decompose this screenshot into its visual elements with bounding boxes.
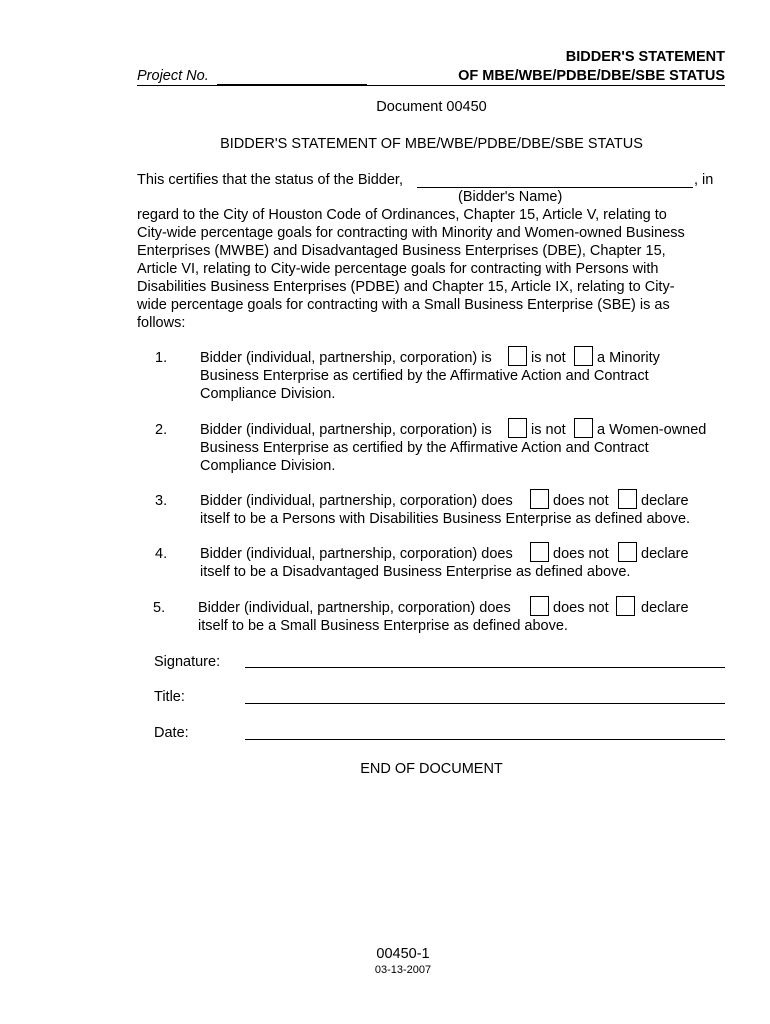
end-of-document: END OF DOCUMENT [360,761,503,777]
item-lead: Bidder (individual, partnership, corporation) does [198,600,511,616]
checkbox-is-not-women-owned[interactable] [574,418,593,438]
item-lead: Bidder (individual, partnership, corporation) is [200,422,492,438]
item-lead: Bidder (individual, partnership, corporation) does [200,493,513,509]
certify-line: wide percentage goals for contracting with a Small Business Enterprise (SBE) is as [137,297,670,313]
certify-line: regard to the City of Houston Code of Ordinances, Chapter 15, Article V, relating to [137,207,667,223]
certify-line: Disabilities Business Enterprises (PDBE) and Chapter 15, Article IX, relating to City- [137,279,675,295]
checkbox-does-not-sbe[interactable] [616,596,635,616]
item-number: 5. [153,600,166,616]
item-line2: itself to be a Disadvantaged Business Enterprise as defined above. [200,564,631,580]
item-mid: is not [531,422,566,438]
bidder-name-caption: (Bidder's Name) [458,189,563,205]
title-label: Title: [154,689,185,705]
certify-line: City-wide percentage goals for contracting with Minority and Women-owned Business [137,225,685,241]
checkbox-is-women-owned[interactable] [508,418,527,438]
page-number: 00450-1 [376,946,430,962]
certify-line: follows: [137,315,186,331]
item-line3: Compliance Division. [200,386,336,402]
checkbox-does-not-pdbe[interactable] [618,489,637,509]
item-mid: does not [553,546,609,562]
checkbox-is-minority[interactable] [508,346,527,366]
item-lead: Bidder (individual, partnership, corporation) does [200,546,513,562]
item-line2: Business Enterprise as certified by the Affirmative Action and Contract [200,368,649,384]
item-line2: itself to be a Small Business Enterprise as defined above. [198,618,568,634]
item-line2: itself to be a Persons with Disabilities Business Enterprise as defined above. [200,511,691,527]
item-number: 3. [155,493,168,509]
header-title-line1: BIDDER'S STATEMENT [565,49,725,65]
item-mid: is not [531,350,566,366]
certify-line: Enterprises (MWBE) and Disadvantaged Business Enterprises (DBE), Chapter 15, [137,243,666,259]
item-tail: declare [641,493,689,509]
item-lead: Bidder (individual, partnership, corporation) is [200,350,492,366]
header-rule [137,85,725,86]
item-line2: Business Enterprise as certified by the Affirmative Action and Contract [200,440,649,456]
item-number: 2. [155,422,168,438]
revision-date: 03-13-2007 [374,964,432,976]
item-tail: a Women-owned [597,422,707,438]
item-number: 4. [155,546,168,562]
signature-field[interactable] [245,667,725,668]
project-number-label: Project No. [137,68,209,84]
item-number: 1. [155,350,168,366]
document-heading: BIDDER'S STATEMENT OF MBE/WBE/PDBE/DBE/SBE STATUS [220,136,643,152]
item-tail: a Minority [597,350,660,366]
item-mid: does not [553,600,609,616]
item-tail: declare [641,546,689,562]
document-number: Document 00450 [376,99,487,115]
checkbox-does-dbe[interactable] [530,542,549,562]
item-line3: Compliance Division. [200,458,336,474]
certify-trail: , in [694,172,714,188]
item-tail: declare [641,600,689,616]
checkbox-does-not-dbe[interactable] [618,542,637,562]
date-field[interactable] [245,739,725,740]
signature-label: Signature: [154,654,221,670]
certify-line: Article VI, relating to City-wide percentage goals for contracting with Persons with [137,261,659,277]
certify-lead: This certifies that the status of the Bidder, [137,172,403,188]
item-mid: does not [553,493,609,509]
checkbox-is-not-minority[interactable] [574,346,593,366]
checkbox-does-sbe[interactable] [530,596,549,616]
title-field[interactable] [245,703,725,704]
date-label: Date: [154,725,189,741]
header-title-line2: OF MBE/WBE/PDBE/DBE/SBE STATUS [458,68,725,84]
checkbox-does-pdbe[interactable] [530,489,549,509]
